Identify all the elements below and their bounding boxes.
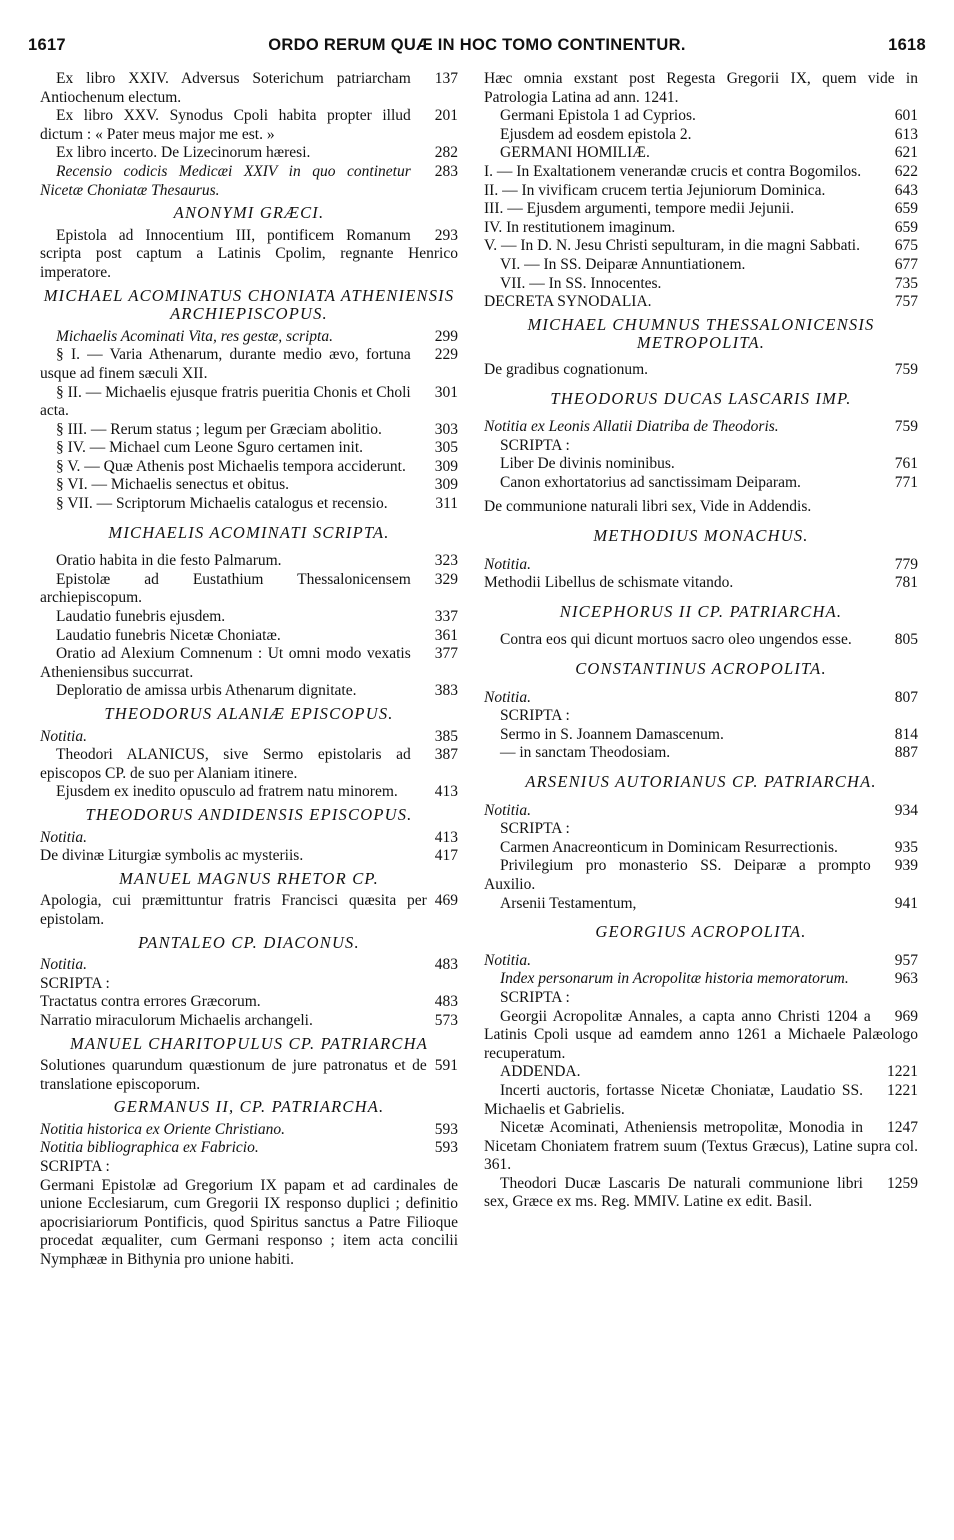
entry-text: Theodori ALANICUS, sive Sermo epistolaris ad episcopos CP. de suo per Alaniam itinere. [40, 746, 411, 782]
section-heading: MANUEL CHARITOPULUS CP. PATRIARCHA [70, 1033, 428, 1053]
entry-text: § VII. — Scriptorum Michaelis catalogus et recensio. [56, 495, 388, 513]
page-ref: 323 [434, 552, 458, 570]
entry-text: Recensio codicis Medicæi XXIV in quo continetur Nicetæ Choniatæ Thesaurus. [40, 162, 411, 199]
entry-text: De gradibus cognationum. [484, 360, 649, 378]
entry-text: Theodori Ducæ Lascaris De naturali communione libri sex, Græce ex ms. Reg. MMIV. Latine ex edit. Basil. [484, 1174, 863, 1211]
entry-text: § VI. — Michaelis senectus et obitus. [56, 476, 290, 494]
entry-text: Ejusdem ex inedito opusculo ad fratrem natu minorem. [56, 783, 398, 801]
entry-text: Solutiones quarundum quæstionum de jure patronatus et de translatione episcoporum. [40, 1057, 427, 1093]
page-ref: 622 [894, 162, 918, 180]
running-title: ORDO RERUM QUÆ IN HOC TOMO CONTINENTUR. [268, 36, 686, 54]
section-heading: MICHAEL ACOMINATUS CHONIATA ATHENIENSIS ARCHIEPISCOPUS. [43, 285, 455, 324]
page-ref: 807 [894, 688, 918, 706]
entry-text: Notitia. [40, 727, 87, 745]
page-ref: 957 [894, 951, 918, 969]
entry-text: Epistola ad Innocentium III, pontificem Romanum scripta post captum a Latinis Cpolim, regnante Henrico imperatore. [40, 226, 458, 281]
toc-entry [484, 556, 918, 575]
entry-text: VI. — In SS. Deiparæ Annuntiationem. [500, 255, 746, 273]
toc-entry [40, 728, 458, 747]
toc-entry [40, 346, 458, 383]
toc-entry [40, 892, 458, 929]
entry-text: § I. — Varia Athenarum, durante medio ævo, fortuna usque ad finem sæculi XII. [40, 346, 411, 382]
toc-entry [40, 328, 458, 347]
page-number-left: 1617 [28, 36, 66, 54]
entry-text: De communione naturali libri sex, Vide in Addendis. [484, 498, 812, 516]
toc-entry [484, 126, 918, 145]
page-ref: 613 [894, 125, 918, 143]
toc-entry [40, 571, 458, 608]
entry-text: Apologia, cui præmittuntur fratris Francisci quæsita per epistolam. [40, 892, 427, 928]
section-heading: PANTALEO CP. DIACONUS. [138, 932, 360, 952]
toc-entry [484, 163, 918, 182]
entry-text: Incerti auctoris, fortasse Nicetæ Choniatæ, Laudatio SS. Michaelis et Gabrielis. [484, 1081, 863, 1118]
toc-entry [484, 361, 918, 380]
entry-text: Germani Epistola 1 ad Cyprios. [500, 107, 696, 125]
entry-text: V. — In D. N. Jesu Christi sepulturam, in die magni Sabbati. [484, 237, 860, 255]
toc-entry [40, 163, 458, 200]
entry-text: Narratio miraculorum Michaelis archangeli. [40, 1011, 313, 1029]
section-heading: THEODORUS DUCAS LASCARIS IMP. [550, 388, 852, 408]
scripta-label: SCRIPTA : [500, 707, 570, 725]
page-ref: 573 [434, 1011, 458, 1029]
entry-text: Notitia. [484, 951, 531, 969]
page-ref: 469 [434, 892, 458, 910]
entry-text: III. — Ejusdem argumenti, tempore medii Jejunii. [484, 200, 795, 218]
section-heading: NICEPHORUS II CP. PATRIARCHA. [559, 601, 843, 621]
toc-entry [40, 421, 458, 440]
scripta-label: SCRIPTA : [500, 820, 570, 838]
toc-entry [484, 498, 918, 517]
toc-entry [484, 744, 918, 763]
page-ref: 759 [894, 360, 918, 378]
toc-entry [484, 1175, 918, 1212]
toc-entry [484, 726, 918, 745]
page-ref: 301 [434, 383, 458, 401]
entry-text: Notitia. [484, 801, 531, 819]
entry-text: Ex libro XXV. Synodus Cpoli habita propter illud dictum : « Pater meus major me est. » [40, 107, 411, 143]
toc-entry [484, 1082, 918, 1119]
page-ref: 283 [434, 162, 458, 180]
entry-text: § III. — Rerum status ; legum per Græciam abolitio. [56, 420, 382, 438]
toc-entry [40, 608, 458, 627]
toc-entry [40, 746, 458, 783]
toc-entry [40, 1177, 458, 1270]
entry-text: Privilegium pro monasterio SS. Deiparæ a prompto Auxilio. [484, 857, 871, 893]
page-ref: 385 [434, 727, 458, 745]
page-ref: 309 [434, 476, 458, 494]
toc-entry [484, 574, 918, 593]
entry-text: Ex libro incerto. De Lizecinorum hæresi. [56, 144, 311, 162]
toc-entry [484, 857, 918, 894]
toc-entry [40, 783, 458, 802]
entry-text: § II. — Michaelis ejusque fratris pueritia Chonis et Choli acta. [40, 383, 411, 420]
page-ref: 781 [894, 574, 918, 592]
toc-entry [484, 293, 918, 312]
page-ref: 675 [894, 237, 918, 255]
page-ref: 303 [434, 420, 458, 438]
scripta-label: SCRIPTA : [500, 988, 570, 1006]
page-ref: 299 [434, 327, 458, 345]
toc-entry [484, 970, 918, 989]
scripta-label: SCRIPTA : [500, 436, 570, 454]
page-ref: 417 [434, 847, 458, 865]
page-ref: 757 [894, 293, 918, 311]
entry-text: Index personarum in Acropolitæ historia memoratorum. [500, 970, 849, 988]
entry-text: Arsenii Testamentum, [500, 894, 637, 912]
toc-entry [484, 952, 918, 971]
page-ref: 935 [894, 838, 918, 856]
page-ref: 759 [894, 418, 918, 436]
page-ref: 1247 [887, 1119, 918, 1137]
page-ref: 483 [434, 993, 458, 1011]
toc-entry [40, 1139, 458, 1158]
toc-entry [484, 1119, 918, 1175]
page-ref: 659 [894, 200, 918, 218]
page-ref: 941 [894, 894, 918, 912]
page-ref: 137 [434, 70, 458, 87]
section-heading: ARSENIUS AUTORIANUS CP. PATRIARCHA. [525, 772, 877, 791]
entry-text: Laudatio funebris Nicetæ Choniatæ. [56, 626, 281, 644]
page-ref: 805 [894, 631, 918, 649]
entry-text: Sermo in S. Joannem Damascenum. [500, 725, 724, 743]
page-ref: 329 [434, 570, 458, 588]
entry-text: IV. In restitutionem imaginum. [484, 218, 676, 236]
page-ref: 814 [894, 725, 918, 743]
section-heading: CONSTANTINUS ACROPOLITA. [575, 659, 827, 679]
page-ref: 677 [894, 255, 918, 273]
page-ref: 659 [894, 218, 918, 236]
page-ref: 311 [435, 495, 458, 513]
toc-entry [40, 458, 458, 477]
page-ref: 377 [434, 645, 458, 663]
page-header [28, 36, 926, 58]
scripta-label: SCRIPTA : [40, 1158, 110, 1176]
toc-entry [40, 70, 458, 107]
toc-entry [484, 237, 918, 256]
entry-text: Laudatio funebris ejusdem. [56, 608, 226, 626]
toc-entry [40, 1012, 458, 1031]
section-heading: MANUEL MAGNUS RHETOR CP. [119, 868, 379, 888]
entry-text: Ex libro XXIV. Adversus Soterichum patriarcham Antiochenum electum. [40, 70, 411, 106]
toc-entry [484, 144, 918, 163]
page-ref: 293 [434, 226, 458, 244]
entry-text: Nicetæ Acominati, Atheniensis metropolitæ, Monodia in Nicetam Choniatem fratrem suum (Textus Græcus), Latine supra col. 361. [484, 1119, 918, 1174]
entry-text: Ejusdem ad eosdem epistola 2. [500, 125, 692, 143]
toc-entry [484, 455, 918, 474]
page-ref: 229 [434, 346, 458, 364]
page-ref: 934 [894, 801, 918, 819]
entry-text: Notitia. [484, 688, 531, 706]
entry-text: VII. — In SS. Innocentes. [500, 274, 662, 292]
entry-text: Hæc omnia exstant post Regesta Gregorii IX, quem vide in Patrologia Latina ad ann. 1241. [484, 70, 918, 106]
page-ref: 309 [434, 457, 458, 475]
toc-entry [484, 1008, 918, 1064]
entry-text: Oratio ad Alexium Comnenum : Ut omni modo vexatis Atheniensibus succurrat. [40, 645, 411, 681]
page-ref: 643 [894, 181, 918, 199]
entry-text: — in sanctam Theodosiam. [500, 744, 671, 762]
entry-text: Contra eos qui dicunt mortuos sacro oleo ungendos esse. [500, 631, 852, 649]
toc-entry [484, 219, 918, 238]
entry-text: Deploratio de amissa urbis Athenarum dignitate. [56, 682, 357, 700]
entry-text: Oratio habita in die festo Palmarum. [56, 552, 282, 570]
toc-entry [484, 839, 918, 858]
toc-entry [484, 474, 918, 493]
page-ref: 413 [434, 828, 458, 846]
entry-text: Carmen Anacreonticum in Dominicam Resurrectionis. [500, 838, 838, 856]
entry-text: Notitia ex Leonis Allatii Diatriba de Theodoris. [484, 418, 779, 436]
page-ref: 282 [434, 144, 458, 162]
page-ref: 593 [434, 1139, 458, 1157]
page-ref: 337 [434, 608, 458, 626]
page-ref: 621 [894, 144, 918, 162]
toc-entry [40, 107, 458, 144]
toc-entry [40, 956, 458, 975]
entry-text: § V. — Quæ Athenis post Michaelis tempora acciderunt. [56, 457, 406, 475]
toc-entry [40, 829, 458, 848]
page-ref: 887 [894, 744, 918, 762]
page-ref: 361 [434, 626, 458, 644]
toc-entry [40, 1057, 458, 1094]
toc-entry [484, 802, 918, 821]
entry-text: Notitia bibliographica ex Fabricio. [40, 1139, 259, 1157]
page-number-right: 1618 [888, 36, 926, 54]
page-ref: 591 [434, 1057, 458, 1075]
toc-entry [484, 70, 918, 107]
entry-text: De divinæ Liturgiæ symbolis ac mysteriis. [40, 847, 304, 865]
toc-entry [484, 182, 918, 201]
toc-entry [484, 895, 918, 914]
entry-text: II. — In vivificam crucem tertia Jejuniorum Dominica. [484, 181, 826, 199]
page-ref: 963 [894, 970, 918, 988]
page-ref: 761 [894, 455, 918, 473]
section-heading: THEODORUS ALANIÆ EPISCOPUS. [104, 704, 394, 723]
toc-entry [40, 227, 458, 283]
section-heading: MICHAELIS ACOMINATI SCRIPTA. [108, 522, 390, 542]
entry-text: Notitia historica ex Oriente Christiano. [40, 1120, 285, 1138]
entry-text: Germani Epistolæ ad Gregorium IX papam et ad cardinales de unione Ecclesiarum, cum Gregorii IX responso duplici ; definitio apocrisiariorum Pontificis, quod Spiritus sanctus a Patre Filioque procedat æqualiter, cum Germani responso ; item acta concilii Nymphææ in Bithynia pro unione habiti. [40, 1176, 458, 1269]
section-heading: MICHAEL CHUMNUS THESSALONICENSIS METROPOLITA. [527, 314, 875, 353]
toc-entry [40, 682, 458, 701]
page-ref: 593 [434, 1120, 458, 1138]
page-ref: 305 [434, 439, 458, 457]
page-ref: 969 [894, 1007, 918, 1025]
toc-entry [484, 689, 918, 708]
toc-entry [40, 1121, 458, 1140]
section-heading: GEORGIUS ACROPOLITA. [595, 922, 807, 942]
toc-entry [484, 107, 918, 126]
section-heading: THEODORUS ANDIDENSIS EPISCOPUS. [85, 804, 413, 824]
section-heading: ANONYMI GRÆCI. [173, 203, 325, 223]
page-ref: 413 [434, 783, 458, 801]
page-ref: 483 [434, 956, 458, 974]
entry-text: Notitia. [484, 555, 531, 573]
page-ref: 1221 [887, 1081, 918, 1099]
entry-text: Michaelis Acominati Vita, res gestæ, scripta. [56, 327, 333, 345]
entry-text: Methodii Libellus de schismate vitando. [484, 574, 734, 592]
toc-entry [40, 439, 458, 458]
toc-entry [484, 200, 918, 219]
toc-entry [40, 627, 458, 646]
entry-text: I. — In Exaltationem venerandæ crucis et contra Bogomilos. [484, 162, 862, 180]
toc-entry [40, 847, 458, 866]
toc-entry [40, 476, 458, 495]
page-ref: 771 [894, 473, 918, 491]
toc-entry [484, 418, 918, 437]
toc-entry [40, 552, 458, 571]
toc-entry [40, 384, 458, 421]
page-ref: 1259 [887, 1174, 918, 1192]
toc-entry [484, 1063, 918, 1082]
toc-entry [40, 993, 458, 1012]
toc-entry [484, 256, 918, 275]
entry-text: Canon exhortatorius ad sanctissimam Deiparam. [500, 473, 801, 491]
entry-text: Notitia. [40, 828, 87, 846]
page-ref: 939 [894, 857, 918, 875]
right-column [484, 70, 918, 1212]
section-heading: GERMANUS II, CP. PATRIARCHA. [113, 1097, 385, 1117]
entry-text: Notitia. [40, 956, 87, 974]
page-ref: 383 [434, 682, 458, 700]
left-column [40, 70, 458, 1270]
entry-text: Tractatus contra errores Græcorum. [40, 993, 261, 1011]
toc-entry [484, 275, 918, 294]
entry-text: DECRETA SYNODALIA. [484, 293, 652, 311]
entry-text: ADDENDA. [500, 1063, 581, 1081]
section-heading: METHODIUS MONACHUS. [593, 526, 809, 546]
page-ref: 735 [894, 274, 918, 292]
entry-text: Liber De divinis nominibus. [500, 455, 675, 473]
page-ref: 601 [894, 107, 918, 125]
page-ref: 1221 [887, 1063, 918, 1081]
toc-entry [40, 645, 458, 682]
entry-text: § IV. — Michael cum Leone Sguro certamen init. [56, 439, 364, 457]
entry-text: GERMANI HOMILIÆ. [500, 144, 650, 162]
page-ref: 779 [894, 555, 918, 573]
page-ref: 201 [434, 107, 458, 125]
entry-text: Epistolæ ad Eustathium Thessalonicensem archiepiscopum. [40, 570, 411, 607]
toc-entry [40, 495, 458, 514]
page-ref: 387 [434, 746, 458, 764]
toc-entry [40, 144, 458, 163]
toc-entry [484, 631, 918, 650]
scripta-label: SCRIPTA : [40, 974, 110, 992]
entry-text: Georgii Acropolitæ Annales, a capta anno Christi 1204 a Latinis Cpoli usque ad eamdem anno 1261 a Michaele Palæologo recuperatum. [484, 1007, 918, 1062]
